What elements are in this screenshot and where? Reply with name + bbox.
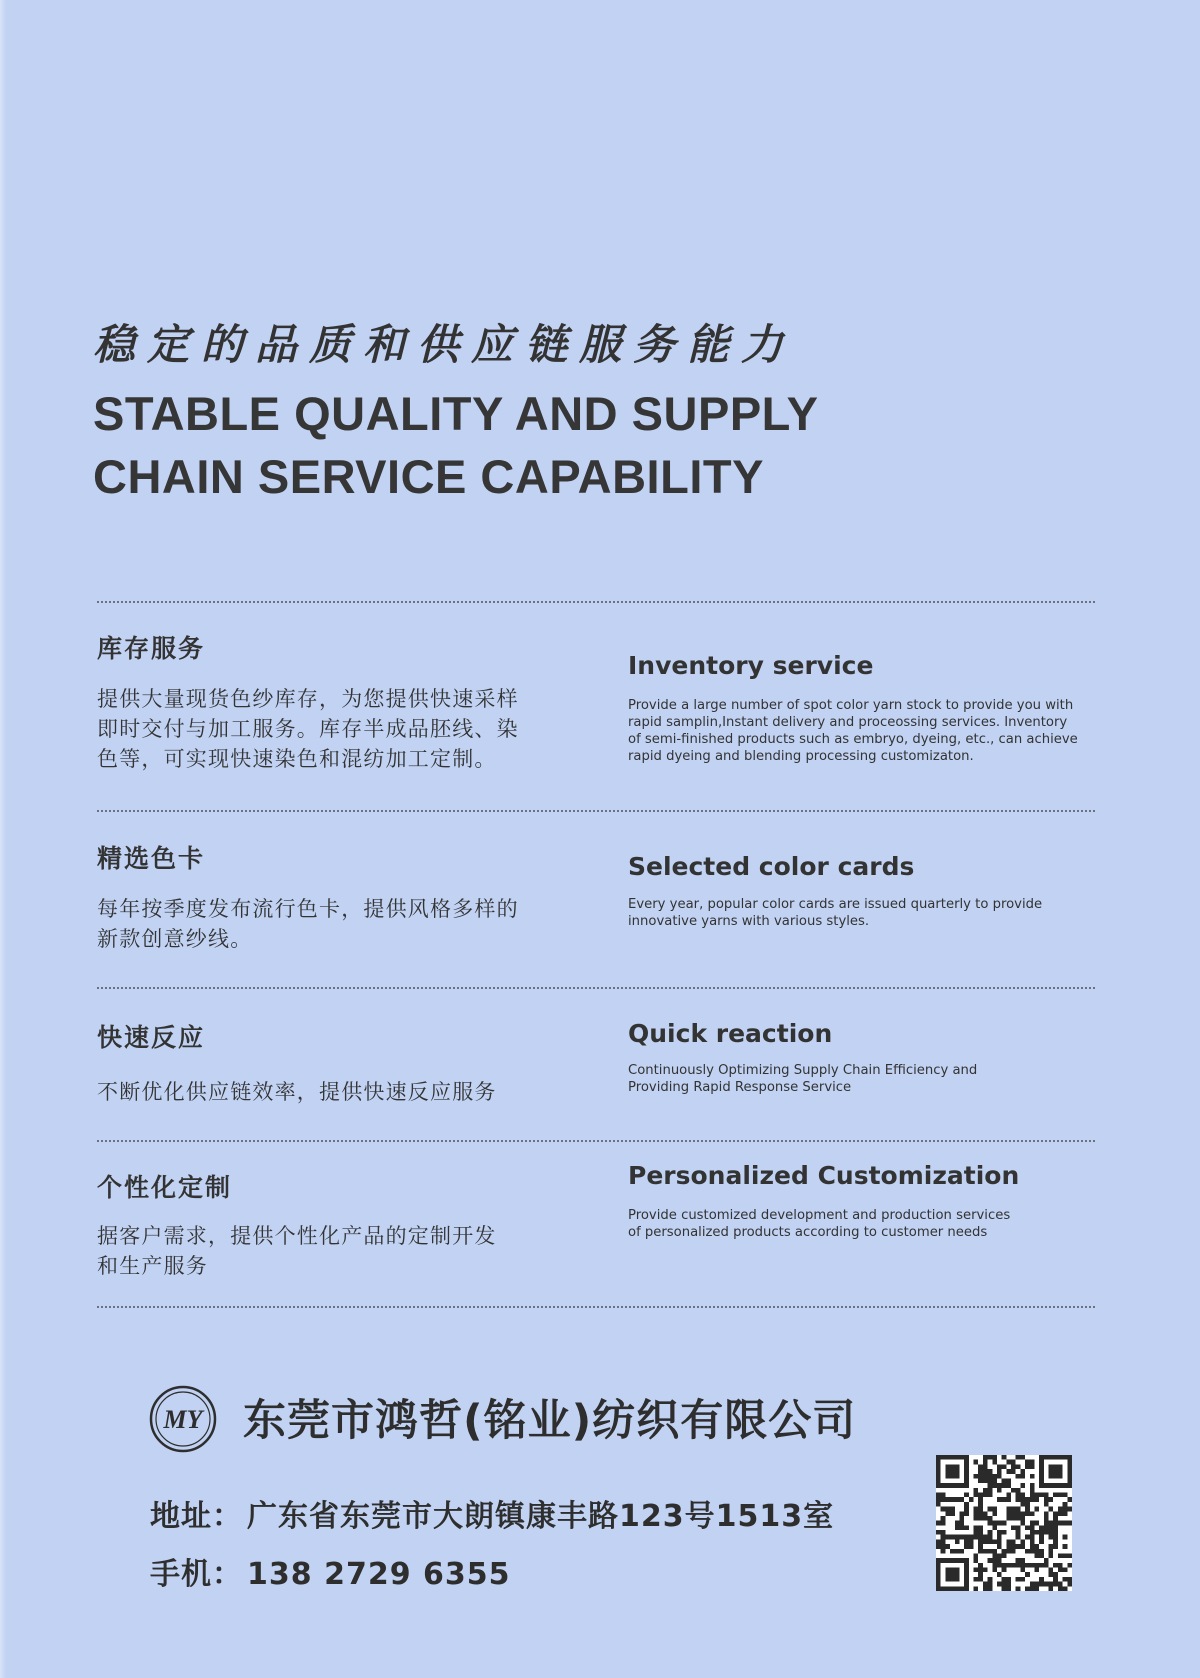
logo-text: MY: [163, 1405, 203, 1434]
en-line: innovative yarns with various styles.: [628, 914, 870, 929]
section-en-column: [628, 850, 1098, 930]
en-line: Every year, popular color cards are issued quarterly to provide: [628, 897, 1043, 912]
en-line: rapid dyeing and blending processing customizaton.: [628, 749, 974, 764]
section-cn-column: [97, 1171, 597, 1281]
qr-code-icon: [936, 1455, 1072, 1591]
section-en-title: Inventory service: [628, 651, 874, 680]
en-line: of personalized products according to customer needs: [628, 1225, 988, 1240]
header: [93, 318, 993, 508]
section-en-body: [628, 896, 1098, 930]
section-cn-title: 库存服务: [97, 634, 206, 663]
en-line: rapid samplin,Instant delivery and proceossing services. Inventory: [628, 715, 1068, 730]
section-en-column: [628, 649, 1098, 765]
address-line: [150, 1497, 834, 1537]
cn-line: 每年按季度发布流行色卡，提供风格多样的: [97, 897, 519, 921]
address-value: 广东省东莞市大朗镇康丰路123号1513室: [247, 1499, 835, 1534]
section-en-title: Personalized Customization: [628, 1161, 1020, 1190]
company-name: 东莞市鸿哲(铭业)纺织有限公司: [243, 1396, 857, 1446]
title-chinese: 稳定的品质和供应链服务能力: [93, 320, 796, 369]
en-line: Providing Rapid Response Service: [628, 1080, 852, 1095]
section-cn-body: [97, 1077, 597, 1107]
section-en-body: [628, 697, 1098, 765]
page-edge: [0, 0, 6, 1678]
cn-line: 和生产服务: [97, 1254, 208, 1278]
en-line: Provide customized development and production services: [628, 1208, 1011, 1223]
divider: [97, 1140, 1095, 1142]
divider: [97, 1306, 1095, 1308]
section-en-column: [628, 1159, 1098, 1241]
cn-line: 新款创意纱线。: [97, 927, 253, 951]
section-en-body: [628, 1062, 1098, 1096]
section-en-title: Quick reaction: [628, 1019, 833, 1048]
section-cn-title: 快速反应: [97, 1023, 206, 1052]
address-label: 地址：: [150, 1499, 243, 1534]
divider: [97, 987, 1095, 989]
title-english-line-1: STABLE QUALITY AND SUPPLY: [93, 387, 819, 440]
section-cn-column: [97, 842, 597, 954]
cn-line: 据客户需求，提供个性化产品的定制开发: [97, 1224, 497, 1248]
section-cn-title: 精选色卡: [97, 844, 206, 873]
divider: [97, 601, 1095, 603]
section-en-title: Selected color cards: [628, 852, 915, 881]
title-english: [93, 382, 993, 508]
phone-value: 138 2729 6355: [247, 1557, 511, 1592]
cn-line: 不断优化供应链效率，提供快速反应服务: [97, 1080, 497, 1104]
company-block: [148, 1384, 948, 1458]
en-line: Provide a large number of spot color yarn stock to provide you with: [628, 698, 1074, 713]
cn-line: 提供大量现货色纱库存，为您提供快速采样: [97, 687, 519, 711]
section-cn-body: [97, 1221, 597, 1281]
phone-label: 手机：: [150, 1557, 243, 1592]
phone-line: [150, 1555, 511, 1595]
en-line: of semi-finished products such as embryo, dyeing, etc., can achieve: [628, 732, 1078, 747]
section-en-body: [628, 1207, 1098, 1241]
cn-line: 色等，可实现快速染色和混纺加工定制。: [97, 747, 497, 771]
section-cn-title: 个性化定制: [97, 1173, 233, 1202]
company-logo-icon: [148, 1384, 218, 1454]
section-cn-column: [97, 1021, 597, 1107]
section-cn-body: [97, 684, 597, 774]
cn-line: 即时交付与加工服务。库存半成品胚线、染: [97, 717, 519, 741]
title-english-line-2: CHAIN SERVICE CAPABILITY: [93, 450, 764, 503]
section-cn-body: [97, 894, 597, 954]
section-en-column: [628, 1017, 1098, 1096]
en-line: Continuously Optimizing Supply Chain Efficiency and: [628, 1063, 978, 1078]
divider: [97, 810, 1095, 812]
section-cn-column: [97, 632, 597, 774]
